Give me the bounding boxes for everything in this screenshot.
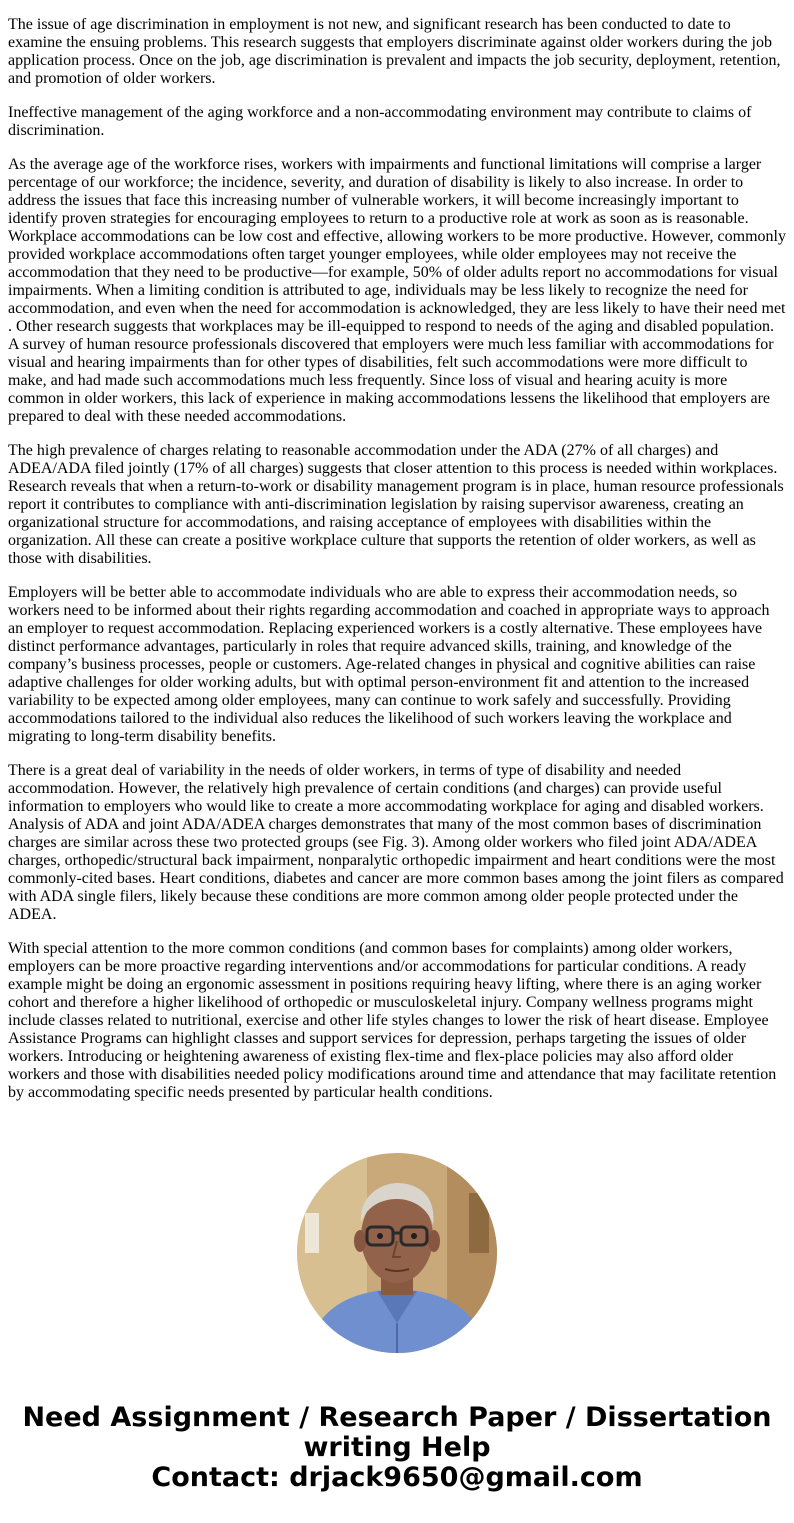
article-paragraph: Ineffective management of the aging workforce and a non-accommodating environment may contribute to claims of discrimination. — [8, 104, 752, 139]
contact-banner — [0, 1403, 794, 1493]
article-paragraph: With special attention to the more common conditions (and common bases for complaints) among older workers, employers can be more proactive regarding interventions and/or accommodations for particular conditions. A ready example might be doing an ergonomic assessment in positions requiring heavy lifting, where there is an aging worker cohort and therefore a higher likelihood of orthopedic or musculoskeletal injury. Company wellness programs might include classes related to nutritional, exercise and other life styles changes to lower the risk of heart disease. Employee Assistance Programs can highlight classes and support services for depression, perhaps targeting the issues of older workers. Introducing or heightening awareness of existing flex-time and flex-place policies may also afford older workers and those with disabilities needed policy modifications around time and attendance that may facilitate retention by accommodating specific needs presented by particular health conditions. — [8, 940, 777, 1101]
article-paragraph: The issue of age discrimination in employment is not new, and significant research has been conducted to date to examine the ensuing problems. This research suggests that employers discriminate against older workers during the job application process. Once on the job, age discrimination is prevalent and impacts the job security, deployment, retention, and promotion of older workers. — [8, 16, 781, 87]
cta-contact-email[interactable]: Contact: drjack9650@gmail.com — [151, 1462, 643, 1493]
cta-subheadline: writing Help — [303, 1432, 491, 1463]
avatar-portrait — [297, 1153, 497, 1353]
cta-headline: Need Assignment / Research Paper / Dissertation — [22, 1402, 772, 1433]
article-paragraph: The high prevalence of charges relating to reasonable accommodation under the ADA (27% of all charges) and ADEA/ADA filed jointly (17% of all charges) suggests that closer attention to this process is needed within workplaces. Research reveals that when a return-to-work or disability management program is in place, human resource professionals report it contributes to compliance with anti-discrimination legislation by raising supervisor awareness, creating an organizational structure for accommodations, and raising acceptance of employees with disabilities within the organization. All these can create a positive workplace culture that supports the retention of older workers, as well as those with disabilities. — [8, 442, 784, 567]
article-body — [8, 0, 787, 1118]
article-paragraph: As the average age of the workforce rises, workers with impairments and functional limitations will comprise a larger percentage of our workforce; the incidence, severity, and duration of disability is likely to also increase. In order to address the issues that face this increasing number of vulnerable workers, it will become increasingly important to identify proven strategies for encouraging employees to return to a productive role at work as soon as is reasonable. Workplace accommodations can be low cost and effective, allowing workers to be more productive. However, commonly provided workplace accommodations often target younger employees, while older employees may not receive the accommodation that they need to be productive—for example, 50% of older adults report no accommodations for visual impairments. When a limiting condition is attributed to age, individuals may be less likely to recognize the need for accommodation, and even when the need for accommodation is acknowledged, they are less likely to have their need met . Other research suggests that workplaces may be ill-equipped to respond to needs of the aging and disabled population. A survey of human resource professionals discovered that employers were much less familiar with accommodations for visual and hearing impairments than for other types of disabilities, felt such accommodations were more difficult to make, and had made such accommodations much less frequently. Since loss of visual and hearing acuity is more common in older workers, this lack of experience in making accommodations lessens the likelihood that employers are prepared to deal with these needed accommodations. — [8, 156, 786, 425]
author-avatar — [297, 1153, 497, 1353]
article-paragraph: There is a great deal of variability in the needs of older workers, in terms of type of disability and needed accommodation. However, the relatively high prevalence of certain conditions (and charges) can provide useful information to employers who would like to create a more accommodating workplace for aging and disabled workers. Analysis of ADA and joint ADA/ADEA charges demonstrates that many of the most common bases of discrimination charges are similar across these two protected groups (see Fig. 3). Among older workers who filed joint ADA/ADEA charges, orthopedic/structural back impairment, nonparalytic orthopedic impairment and heart conditions were the most commonly-cited bases. Heart conditions, diabetes and cancer are more common bases among the joint filers as compared with ADA single filers, likely because these conditions are more common among older people protected under the ADEA. — [8, 762, 784, 923]
article-paragraph: Employers will be better able to accommodate individuals who are able to express their accommodation needs, so workers need to be informed about their rights regarding accommodation and coached in appropriate ways to approach an employer to request accommodation. Replacing experienced workers is a costly alternative. These employees have distinct performance advantages, particularly in roles that require advanced skills, training, and knowledge of the company’s business processes, people or customers. Age-related changes in physical and cognitive abilities can raise adaptive challenges for older working adults, but with optimal person-environment fit and attention to the increased variability to be expected among older employees, many can continue to work safely and successfully. Providing accommodations tailored to the individual also reduces the likelihood of such workers leaving the workplace and migrating to long-term disability benefits. — [8, 584, 770, 745]
